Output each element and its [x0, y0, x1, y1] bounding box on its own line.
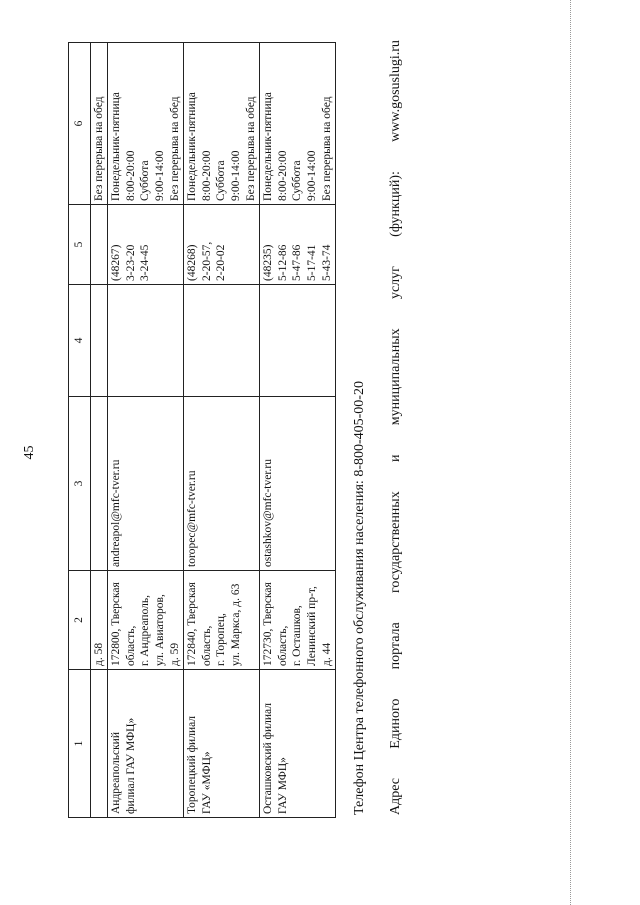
table-row — [90, 43, 108, 818]
column-header: 5 — [69, 205, 91, 285]
schedule-cell: Понедельник-пятница 8:00-20:00 Суббота 9:00-14:00 Без перерыва на обед — [108, 43, 184, 205]
portal-word: государственных — [388, 491, 403, 593]
table-header-row — [69, 43, 91, 818]
branch-name-cell — [90, 670, 108, 818]
column-header: 1 — [69, 670, 91, 818]
mfc-contacts-table — [68, 42, 336, 818]
branch-name-cell: Торопецкий филиал ГАУ «МФЦ» — [184, 670, 260, 818]
branch-name-cell: Осташковский филиал ГАУ МФЦ» — [260, 670, 336, 818]
table-row — [260, 43, 336, 818]
schedule-cell: Без перерыва на обед — [90, 43, 108, 205]
page-number: 45 — [22, 445, 37, 460]
phone-cell: (48235) 5-12-86 5-47-86 5-17-41 5-43-74 — [260, 205, 336, 285]
address-cell: 172730, Тверская область, г. Осташков, Ленинский пр-т, д. 44 — [260, 571, 336, 670]
portal-word: Единого — [388, 698, 403, 749]
table-row — [108, 43, 184, 818]
email-cell — [90, 397, 108, 571]
column-4-cell — [108, 285, 184, 397]
table-row — [184, 43, 260, 818]
phone-cell — [90, 205, 108, 285]
column-header: 3 — [69, 397, 91, 571]
column-header: 4 — [69, 285, 91, 397]
column-header: 2 — [69, 571, 91, 670]
column-4-cell — [260, 285, 336, 397]
portal-address-line — [388, 40, 404, 815]
call-center-phone-line: Телефон Центра телефонного обслуживания населения: 8-800-405-00-20 — [352, 381, 367, 815]
address-cell: 172840, Тверская область, г. Торопец, ул. Маркса, д. 63 — [184, 571, 260, 670]
phone-cell: (48267) 3-23-20 3-24-45 — [108, 205, 184, 285]
portal-word: (функций): — [388, 171, 403, 237]
portal-word: услуг — [388, 266, 403, 300]
schedule-cell: Понедельник-пятница 8:00-20:00 Суббота 9:00-14:00 Без перерыва на обед — [260, 43, 336, 205]
portal-word: муниципальных — [388, 328, 403, 426]
portal-word: и — [388, 454, 403, 463]
branch-name-cell: Андреапольский филиал ГАУ МФЦ» — [108, 670, 184, 818]
column-4-cell — [90, 285, 108, 397]
portal-url: www.gosuslugi.ru — [388, 40, 403, 142]
email-cell: toropec@mfc-tver.ru — [184, 397, 260, 571]
portal-word: портала — [388, 622, 403, 670]
column-header: 6 — [69, 43, 91, 205]
schedule-cell: Понедельник-пятница 8:00-20:00 Суббота 9:00-14:00 Без перерыва на обед — [184, 43, 260, 205]
address-cell: д. 58 — [90, 571, 108, 670]
email-cell: andreapol@mfc-tver.ru — [108, 397, 184, 571]
phone-cell: (48268) 2-20-57, 2-20-02 — [184, 205, 260, 285]
portal-word: Адрес — [388, 777, 403, 815]
address-cell: 172800, Тверская область, г. Андреаполь, ул. Авиаторов, д. 59 — [108, 571, 184, 670]
email-cell: ostashkov@mfc-tver.ru — [260, 397, 336, 571]
bottom-dotted-rule — [570, 0, 571, 905]
column-4-cell — [184, 285, 260, 397]
